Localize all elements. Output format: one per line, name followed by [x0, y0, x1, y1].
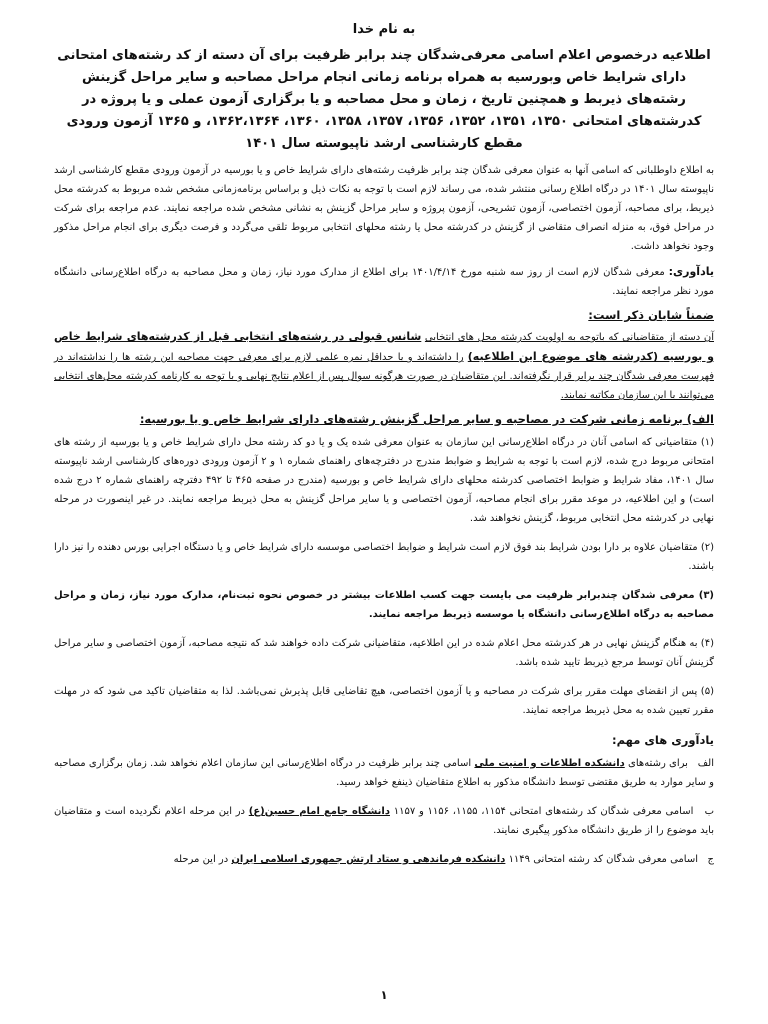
note-a-bold: دانشکده اطلاعات و امنیت ملی [474, 758, 625, 769]
note-c-letter: ج [707, 854, 714, 865]
announcement-title: اطلاعیه درخصوص اعلام اسامی معرفی‌شدگان چند برابر ظرفیت برای آن دسته از کد رشته‌های امتحانی دارای شرایط خاص وبورسیه به همراه برنامه زمانی انجام مراحل مصاحبه و سایر مراحل گزینش رشته‌های ذیربط و همچنین تاریخ ، زمان و محل مصاحبه و یا برگزاری آزمون عملی و یا پروژه در کدرشته‌های امتحانی ۱۳۵۰، ۱۳۵۱، ۱۳۵۲، ۱۳۵۶، ۱۳۵۷، ۱۳۵۸، ۱۳۶۰، ۱۳۶۲،۱۳۶۴، و ۱۳۶۵ آزمون ورودی مقطع کارشناسی ارشد ناپیوسته سال ۱۴۰۱ [57, 48, 711, 151]
section-a-item-2: (۲) متقاضیان علاوه بر دارا بودن شرایط بند فوق لازم است شرایط و ضوابط اختصاصی موسسه دارای شرایط خاص و یا دستگاه اجرایی بورس دهنده را نیز دارا باشند. [54, 542, 714, 572]
document-page [54, 22, 714, 879]
notable-heading: ضمناً شایان ذکر است: [588, 308, 714, 322]
document-header [54, 22, 714, 155]
note-b-bold: دانشگاه جامع امام حسین(ع) [248, 806, 390, 817]
reminder-paragraph [54, 262, 714, 301]
note-c-text-2: در این مرحله [173, 854, 229, 865]
bismillah-heading: به نام خدا [352, 22, 416, 37]
notable-bold-text: شانس قبولی در رشته‌های انتخابی قبل از کدرشته‌های شرایط خاص و بورسیه (کدرشته های موضوع این اطلاعیه) [54, 330, 714, 363]
note-b-text-2: در این مرحله اعلام نگردیده است و متقاضیان باید موضوع را از طریق دانشگاه مذکور پیگیری نمایند. [54, 806, 714, 836]
section-a-heading: الف) برنامه زمانی شرکت در مصاحبه و سایر مراحل گزینش رشته‌های دارای شرایط خاص و یا بورسیه: [139, 412, 714, 426]
section-a-item-4: (۴) به هنگام گزینش نهایی در هر کدرشته محل اعلام شده در این اطلاعیه، متقاضیانی شرکت داده خواهند شد که نتیجه مصاحبه، آزمون اختصاصی و سایر مراحل گزینش آنان توسط مرجع ذیربط تایید شده باشد. [54, 638, 714, 668]
note-a [54, 754, 714, 792]
section-a-item-3: (۳) معرفی شدگان چندبرابر ظرفیت می بایست جهت کسب اطلاعات بیشتر در خصوص نحوه ثبت‌نام، مدارک مورد نیاز، زمان و مراحل مصاحبه به درگاه اطلاع‌رسانی دانشگاه یا موسسه ذیربط مراجعه نمایند. [54, 590, 714, 620]
note-a-letter: الف [697, 758, 714, 769]
reminder-text: معرفی شدگان لازم است از روز سه شنبه مورخ ۱۴۰۱/۴/۱۴ برای اطلاع از مدارک مورد نیاز، زمان و محل مصاحبه به درگاه اطلاع‌رسانی دانشگاه مورد نظر مراجعه نمایند. [54, 267, 714, 297]
note-a-text-2: اسامی چند برابر ظرفیت در درگاه اطلاع‌رسانی این سازمان اعلام نخواهد شد. زمان برگزاری مصاحبه و سایر موارد به طریق مقتضی توسط دانشگاه مذکور به اطلاع متقاضیان ذینفع خواهد رسید. [54, 758, 714, 788]
note-b [54, 802, 714, 840]
note-a-text-1: برای رشته‌های [628, 758, 688, 769]
intro-paragraph: به اطلاع داوطلبانی که اسامی آنها به عنوان معرفی شدگان چند برابر ظرفیت رشته‌های دارای شرایط خاص و یا بورسیه در آزمون ورودی مقطع کارشناسی ارشد ناپیوسته سال ۱۴۰۱ در درگاه اطلاع رسانی منتشر شده، می رساند لازم است با توجه به نکات ذیل و براساس برنامه‌زمانی مشخص شده مربوط به کدرشته محل ذیربط، برای مصاحبه، آزمون اختصاصی، آزمون تشریحی، آزمون پروژه و سایر مراحل گزینش به نشانی مشخص شده مراجعه نمایند. عدم مراجعه برای شرکت در مراحل فوق، به منزله انصراف متقاضی از گزینش در کدرشته محل یا رشته محلهای انتخابی مربوط تلقی می‌گردد و فرصت دیگری برای انجام مراحل مذکور وجود نخواهد داشت. [54, 165, 714, 252]
note-c-bold: دانشکده فرماندهی و ستاد ارتش جمهوری اسلامی ایران [231, 854, 506, 865]
note-b-text-1: اسامی معرفی شدگان کد رشته‌های امتحانی ۱۱۵۴، ۱۱۵۵، ۱۱۵۶ و ۱۱۵۷ [393, 806, 694, 817]
note-b-letter: ب [704, 806, 715, 817]
note-c [54, 850, 714, 869]
notable-line2: را داشته‌اند و یا حداقل نمره علمی لازم برای معرفی جهت مصاحبه این رشته ها را نداشته‌اند در فهرست معرفی شدگان چند برابر قرار نگرفته‌اند. این متقاضیان در صورت هرگونه سوال پس از اعلام نتایج نهایی و با توجه به کارنامه کدرشته محل‌های انتخابی می‌توانند با این سازمان مکاتبه نمایند. [54, 352, 714, 401]
notable-line1: آن دسته از متقاضیانی که باتوجه به اولویت کدرشته محل های انتخابی [424, 332, 714, 343]
notable-paragraph [54, 327, 714, 405]
page-number: ۱ [380, 988, 388, 1002]
reminder-label: یادآوری: [668, 265, 714, 278]
section-a-item-5: (۵) پس از انقضای مهلت مقرر برای شرکت در مصاحبه و یا آزمون اختصاصی، هیچ تقاضایی قابل پذیرش نمی‌باشد. لذا به متقاضیان تاکید می شود که در مهلت مقرر تعیین شده به محل ذیربط مراجعه نمایند. [54, 686, 714, 716]
section-a-item-1: (۱) متقاضیانی که اسامی آنان در درگاه اطلاع‌رسانی این سازمان به عنوان معرفی شده یک و یا دو کد رشته محل دارای شرایط خاص و یا بورسیه از رشته های امتحانی مربوط درج شده، لازم است با توجه به شرایط و ضوابط مندرج در دفترچه‌های راهنمای شماره ۱ و ۲ آزمون ورودی دوره‌های کارشناسی ارشد ناپیوسته سال ۱۴۰۱، مفاد شرایط و ضوابط اختصاصی کدرشته محلهای دارای شرایط خاص و بورسیه (مندرج در صفحه ۴۶۵ تا ۴۹۲ دفترچه راهنمای شماره ۲ درج شده است) و این اطلاعیه، در موعد مقرر برای انجام مصاحبه، آزمون اختصاصی و یا سایر مراحل گزینش به محل ذیربط مراجعه نمایند. در غیر اینصورت در مرحله نهایی در کدرشته محل انتخابی مربوط، گزینش نخواهند شد. [54, 437, 714, 524]
notes-heading: یادآوری های مهم: [612, 733, 714, 747]
note-c-text-1: اسامی معرفی شدگان کد رشته امتحانی ۱۱۴۹ [508, 854, 698, 865]
